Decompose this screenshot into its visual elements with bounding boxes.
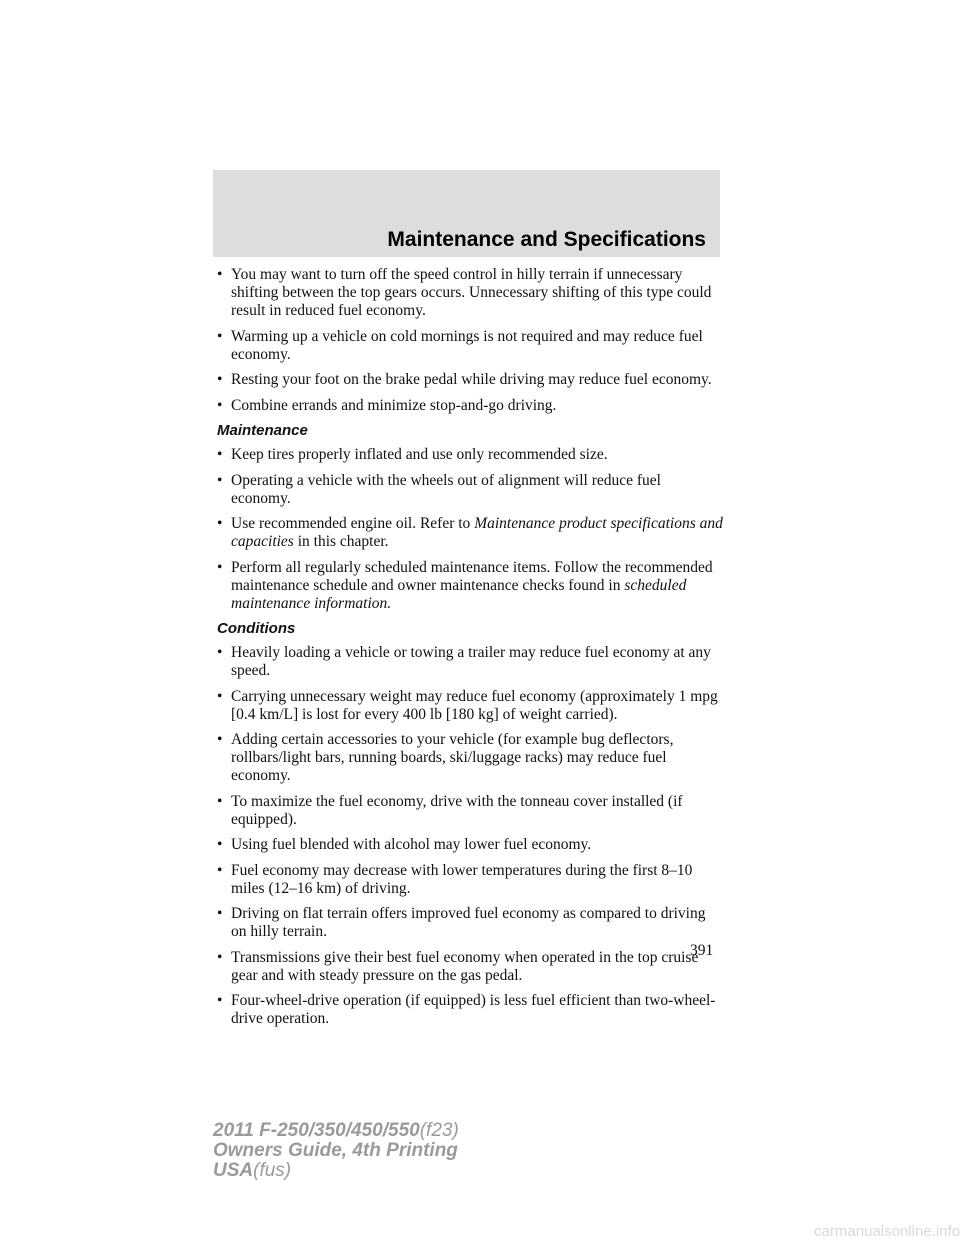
bullet-icon: •: [217, 792, 223, 810]
bullet-icon: •: [217, 992, 223, 1009]
list-item: • Fuel economy may decrease with lower temperatures during the first 8–10 miles (12–16 km) of driving.: [217, 861, 693, 897]
list-item: • Use recommended engine oil. Refer to Maintenance product specifications and capacities in this chapter.: [217, 515, 723, 550]
maintenance-heading: Maintenance: [217, 422, 308, 439]
bullet-icon: •: [217, 396, 223, 414]
list-item: • Combine errands and minimize stop-and-go driving.: [217, 396, 557, 414]
bullet-icon: •: [217, 948, 223, 966]
list-item: • Keep tires properly inflated and use only recommended size.: [217, 446, 608, 463]
list-item: • To maximize the fuel economy, drive with the tonneau cover installed (if equipped).: [217, 792, 683, 828]
conditions-list: [217, 644, 723, 1028]
list-item: • Carrying unnecessary weight may reduce fuel economy (approximately 1 mpg [0.4 km/L] is lost for every 400 lb [180 kg] of weight carried).: [217, 687, 718, 723]
list-item: • Using fuel blended with alcohol may lower fuel economy.: [217, 836, 592, 853]
intro-list: [217, 266, 723, 415]
bullet-icon: •: [217, 687, 223, 705]
list-item: • Perform all regularly scheduled maintenance items. Follow the recommended maintenance schedule and owner maintenance checks found in scheduled maintenance information.: [217, 558, 713, 612]
bullet-icon: •: [217, 731, 223, 748]
bullet-icon: •: [217, 266, 223, 283]
list-item: • Operating a vehicle with the wheels out of alignment will reduce fuel economy.: [217, 471, 661, 507]
list-item: • Adding certain accessories to your vehicle (for example bug deflectors, rollbars/light bars, running boards, ski/luggage racks) may reduce fuel economy.: [217, 731, 674, 784]
list-item: • Transmissions give their best fuel economy when operated in the top cruise gear and with steady pressure on the gas pedal.: [217, 948, 699, 984]
list-item: • Four-wheel-drive operation (if equipped) is less fuel efficient than two-wheel-drive operation.: [217, 992, 716, 1027]
bullet-icon: •: [217, 558, 223, 576]
watermark: carmanualsonline.info: [814, 1223, 960, 1240]
bullet-icon: •: [217, 644, 223, 661]
bullet-icon: •: [217, 905, 223, 922]
list-item: • Warming up a vehicle on cold mornings is not required and may reduce fuel economy.: [217, 327, 703, 363]
section-header-band: [213, 170, 720, 257]
conditions-heading: Conditions: [217, 620, 296, 637]
bullet-icon: •: [217, 515, 223, 532]
document-footer: [213, 1121, 459, 1181]
list-item: • You may want to turn off the speed control in hilly terrain if unnecessary shifting between the top gears occurs. Unnecessary shifting of this type could result in reduced fuel economy.: [217, 266, 712, 319]
cross-reference: Maintenance product specifications and capacities: [231, 515, 723, 550]
list-item: • Driving on flat terrain offers improved fuel economy as compared to driving on hilly terrain.: [217, 905, 706, 940]
section-title: Maintenance and Specifications: [387, 228, 706, 251]
bullet-icon: •: [217, 836, 223, 853]
footer-line-edition: Owners Guide, 4th Printing: [213, 1140, 458, 1161]
bullet-icon: •: [217, 446, 223, 463]
footer-line-market: USA(fus): [213, 1160, 292, 1181]
cross-reference: scheduled maintenance information.: [231, 576, 687, 612]
bullet-icon: •: [217, 471, 223, 489]
page-content: [217, 266, 723, 1036]
page-number: 391: [690, 942, 714, 959]
bullet-icon: •: [217, 327, 223, 345]
bullet-icon: •: [217, 371, 223, 388]
footer-line-model: 2011 F-250/350/450/550(f23): [213, 1120, 459, 1141]
list-item: • Heavily loading a vehicle or towing a trailer may reduce fuel economy at any speed.: [217, 644, 711, 679]
maintenance-list: [217, 446, 723, 613]
list-item: • Resting your foot on the brake pedal while driving may reduce fuel economy.: [217, 371, 712, 388]
bullet-icon: •: [217, 861, 223, 879]
